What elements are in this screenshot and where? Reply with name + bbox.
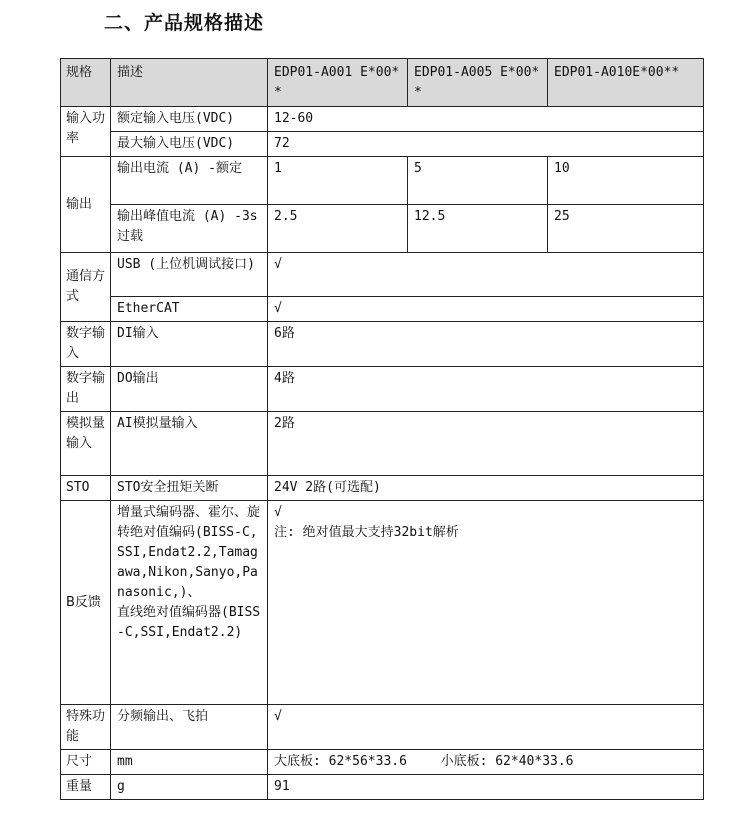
weight-unit: g	[111, 775, 268, 800]
category-input-power: 输入功率	[61, 107, 111, 157]
feedback-note: 注: 绝对值最大支持32bit解析	[274, 525, 459, 540]
dimensions-unit: mm	[111, 750, 268, 775]
rated-voltage-value: 12-60	[268, 107, 704, 132]
usb-label: USB (上位机调试接口)	[111, 253, 268, 297]
di-label: DI输入	[111, 322, 268, 367]
dimensions-value	[268, 750, 704, 775]
header-model-a005: EDP01-A005 E*00**	[408, 59, 548, 107]
category-analog-input: 模拟量输入	[61, 412, 111, 476]
table-row	[61, 297, 704, 322]
category-digital-input: 数字输入	[61, 322, 111, 367]
rated-voltage-label: 额定输入电压(VDC)	[111, 107, 268, 132]
category-communication: 通信方式	[61, 253, 111, 322]
table-row	[61, 205, 704, 253]
ethercat-value: √	[268, 297, 704, 322]
weight-value: 91	[268, 775, 704, 800]
feedback-check: √	[274, 505, 282, 520]
feedback-incremental-text: 增量式编码器、霍尔、旋转绝对值编码(BISS-C,SSI,Endat2.2,Tamagawa,Nikon,Sanyo,Panasonic,)、	[117, 505, 261, 600]
large-base-size: 大底板: 62*56*33.6	[274, 754, 407, 769]
sto-value: 24V 2路(可选配)	[268, 476, 704, 501]
table-row	[61, 157, 704, 205]
special-function-value: √	[268, 705, 704, 750]
special-function-label: 分频输出、飞拍	[111, 705, 268, 750]
category-weight: 重量	[61, 775, 111, 800]
peak-current-label: 输出峰值电流 (A) -3s过载	[111, 205, 268, 253]
ai-value: 2路	[268, 412, 704, 476]
ethercat-label: EtherCAT	[111, 297, 268, 322]
section-title: 二、产品规格描述	[104, 12, 265, 34]
header-model-a010: EDP01-A010E*00**	[548, 59, 704, 107]
table-header-row	[61, 59, 704, 107]
table-row	[61, 412, 704, 476]
do-label: DO输出	[111, 367, 268, 412]
table-row	[61, 367, 704, 412]
table-row	[61, 775, 704, 800]
table-row	[61, 750, 704, 775]
header-model-a001: EDP01-A001 E*00**	[268, 59, 408, 107]
feedback-description	[111, 501, 268, 705]
category-special-function: 特殊功能	[61, 705, 111, 750]
table-row	[61, 501, 704, 705]
usb-value: √	[268, 253, 704, 297]
feedback-value	[268, 501, 704, 705]
peak-current-a005: 12.5	[408, 205, 548, 253]
table-row	[61, 132, 704, 157]
table-row	[61, 107, 704, 132]
table-row	[61, 322, 704, 367]
di-value: 6路	[268, 322, 704, 367]
header-spec: 规格	[61, 59, 111, 107]
rated-current-a005: 5	[408, 157, 548, 205]
max-voltage-value: 72	[268, 132, 704, 157]
sto-label: STO安全扭矩关断	[111, 476, 268, 501]
category-sto: STO	[61, 476, 111, 501]
rated-current-a010: 10	[548, 157, 704, 205]
table-row	[61, 705, 704, 750]
peak-current-a001: 2.5	[268, 205, 408, 253]
rated-current-label: 输出电流 (A) -额定	[111, 157, 268, 205]
rated-current-a001: 1	[268, 157, 408, 205]
category-dimensions: 尺寸	[61, 750, 111, 775]
feedback-linear-text: 直线绝对值编码器(BISS-C,SSI,Endat2.2)	[117, 605, 261, 640]
table-row	[61, 476, 704, 501]
do-value: 4路	[268, 367, 704, 412]
category-output: 输出	[61, 157, 111, 253]
header-desc: 描述	[111, 59, 268, 107]
max-voltage-label: 最大输入电压(VDC)	[111, 132, 268, 157]
ai-label: AI模拟量输入	[111, 412, 268, 476]
category-digital-output: 数字输出	[61, 367, 111, 412]
table-row	[61, 253, 704, 297]
peak-current-a010: 25	[548, 205, 704, 253]
category-feedback: B反馈	[61, 501, 111, 705]
spec-table	[60, 58, 704, 800]
small-base-size: 小底板: 62*40*33.6	[440, 754, 574, 769]
